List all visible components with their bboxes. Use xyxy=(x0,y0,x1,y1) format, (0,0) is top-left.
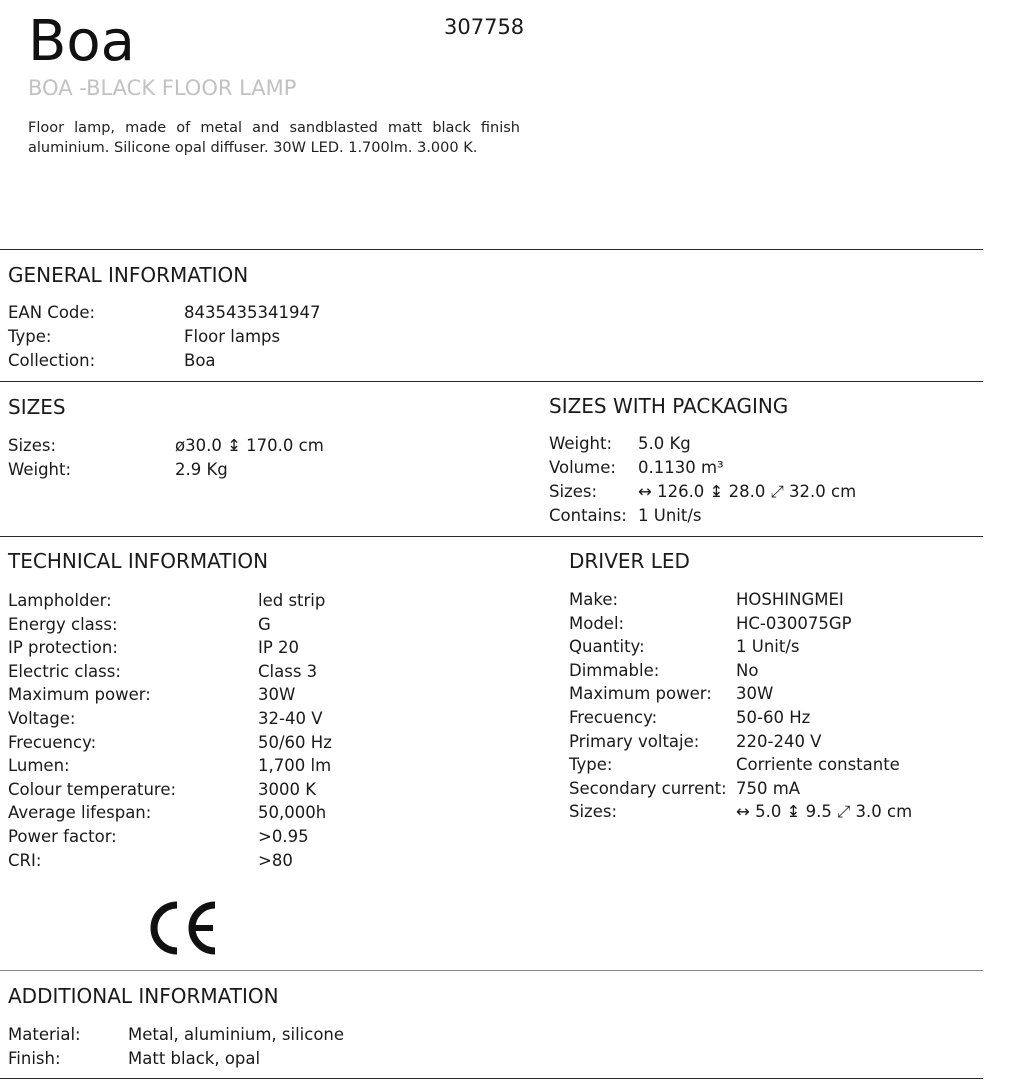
row-value: 50,000h xyxy=(258,803,327,823)
driver-section-title: DRIVER LED xyxy=(569,549,690,573)
row-value: 220-240 V xyxy=(736,731,822,751)
row-label: Lampholder: xyxy=(8,591,112,610)
row-value: Metal, aluminium, silicone xyxy=(128,1025,345,1044)
sizes-section-title: SIZES xyxy=(8,395,66,419)
row-value: 30W xyxy=(258,685,296,705)
row-value: Matt black, opal xyxy=(128,1049,261,1068)
row-value: HOSHINGMEI xyxy=(736,590,844,609)
row-value: No xyxy=(736,660,759,680)
technical-section-title: TECHNICAL INFORMATION xyxy=(8,549,269,573)
row-value: HC-030075GP xyxy=(736,613,852,633)
additional-section-title: ADDITIONAL INFORMATION xyxy=(8,984,279,1008)
row-value: 1 Unit/s xyxy=(736,637,800,657)
divider-bottom xyxy=(0,1078,983,1079)
product-subtitle: BOA -BLACK FLOOR LAMP xyxy=(28,76,297,100)
row-value: 1,700 lm xyxy=(258,756,332,776)
general-section-title: GENERAL INFORMATION xyxy=(8,263,249,287)
row-value: Class 3 xyxy=(258,661,318,681)
row-label: Colour temperature: xyxy=(8,779,177,799)
row-value: 50/60 Hz xyxy=(258,732,332,752)
divider-general xyxy=(0,249,983,250)
row-label: Type: xyxy=(8,327,52,346)
row-label: Material: xyxy=(8,1025,81,1044)
row-label: IP protection: xyxy=(8,638,118,658)
ce-mark-icon xyxy=(150,900,220,956)
product-description: Floor lamp, made of metal and sandblasted matt black finish aluminium. Silicone opal diffuser. 30W LED. 1.700lm. 3.000 K. xyxy=(28,120,520,156)
row-label: Quantity: xyxy=(569,637,645,657)
row-value: 0.1130 m³ xyxy=(638,458,724,477)
row-label: Energy class: xyxy=(8,614,118,634)
divider-technical xyxy=(0,536,983,537)
row-label: Make: xyxy=(569,590,619,609)
row-value: 30W xyxy=(736,684,774,704)
row-value: Boa xyxy=(184,351,216,370)
row-label: Voltage: xyxy=(8,709,76,728)
row-label: Lumen: xyxy=(8,756,70,776)
packaging-section-title: SIZES WITH PACKAGING xyxy=(549,394,789,418)
row-value: 1 Unit/s xyxy=(638,506,702,525)
row-value: Corriente constante xyxy=(736,755,900,775)
row-value: 3000 K xyxy=(258,779,317,799)
row-label: CRI: xyxy=(8,850,42,870)
row-value: >80 xyxy=(258,850,293,870)
row-label: Sizes: xyxy=(8,436,57,455)
row-label: Maximum power: xyxy=(8,685,151,705)
row-value: IP 20 xyxy=(258,638,300,658)
row-value: 2.9 Kg xyxy=(175,460,228,479)
row-label: Model: xyxy=(569,613,625,633)
row-value: G xyxy=(258,614,271,634)
row-label: Electric class: xyxy=(8,661,121,681)
row-label: Weight: xyxy=(549,434,613,453)
row-label: Volume: xyxy=(549,458,616,477)
general-info-list xyxy=(8,301,508,373)
technical-list xyxy=(8,589,528,874)
row-label: Frecuency: xyxy=(569,708,658,727)
additional-list xyxy=(8,1023,508,1071)
row-label: Type: xyxy=(569,755,613,775)
row-label: Primary voltaje: xyxy=(569,731,700,751)
row-value: ↔ 5.0 ↨ 9.5 ⤢ 3.0 cm xyxy=(736,802,913,822)
driver-list xyxy=(569,588,989,828)
row-label: Sizes: xyxy=(549,482,598,501)
row-value: 50-60 Hz xyxy=(736,708,811,727)
row-label: Power factor: xyxy=(8,827,117,846)
row-value: Floor lamps xyxy=(184,327,281,346)
row-value: 750 mA xyxy=(736,778,801,798)
row-value: ø30.0 ↨ 170.0 cm xyxy=(175,436,324,455)
row-label: Finish: xyxy=(8,1049,61,1068)
sizes-list xyxy=(8,434,508,482)
packaging-list xyxy=(549,432,969,528)
row-label: Frecuency: xyxy=(8,732,97,752)
row-value: 32-40 V xyxy=(258,709,323,728)
divider-sizes xyxy=(0,381,983,382)
row-value: >0.95 xyxy=(258,827,309,846)
row-label: Dimmable: xyxy=(569,660,660,680)
product-code: 307758 xyxy=(444,15,525,39)
product-title: Boa xyxy=(28,9,135,74)
divider-additional xyxy=(0,970,983,971)
row-label: Collection: xyxy=(8,351,96,370)
row-label: Weight: xyxy=(8,460,72,479)
row-label: Secondary current: xyxy=(569,778,727,798)
row-label: Average lifespan: xyxy=(8,803,152,823)
row-label: EAN Code: xyxy=(8,303,96,322)
row-value: 8435435341947 xyxy=(184,303,321,322)
row-label: Maximum power: xyxy=(569,684,712,704)
row-label: Sizes: xyxy=(569,802,618,822)
row-value: ↔ 126.0 ↨ 28.0 ⤢ 32.0 cm xyxy=(638,482,857,501)
row-label: Contains: xyxy=(549,506,627,525)
row-value: 5.0 Kg xyxy=(638,434,691,453)
row-value: led strip xyxy=(258,591,326,610)
